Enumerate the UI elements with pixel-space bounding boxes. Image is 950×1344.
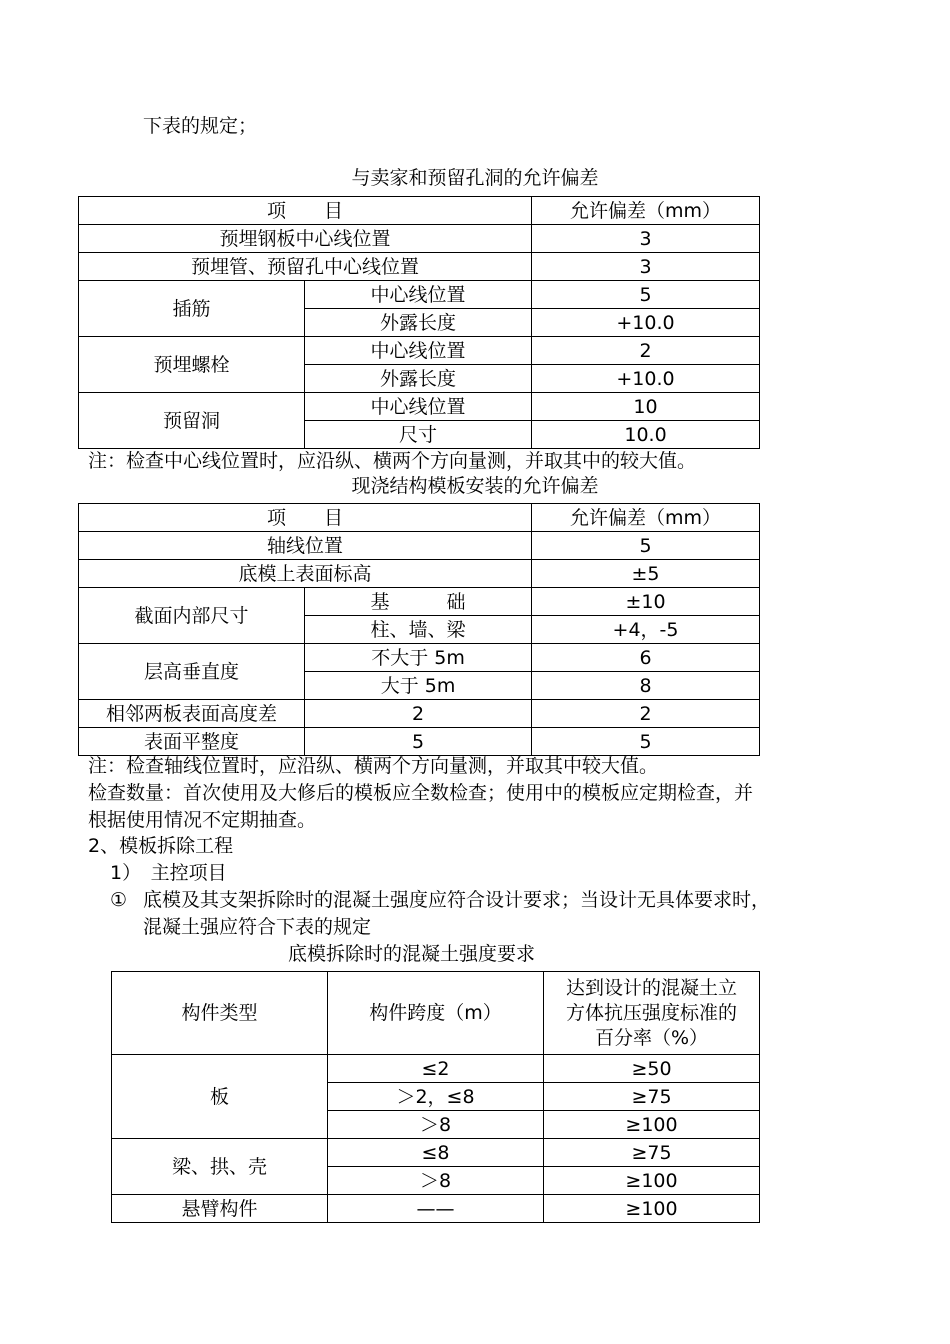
intro-text: 下表的规定； [143, 115, 258, 137]
value-cell: ≥100 [544, 1111, 760, 1139]
sub-heading: 1） 主控项目 [110, 862, 227, 884]
inspection-text-line1: 检查数量：首次使用及大修后的模板应全数检查；使用中的模板应定期检查，并 [88, 782, 754, 804]
value-cell: ≥75 [544, 1139, 760, 1167]
table-row [79, 337, 760, 365]
table1-title: 与卖家和预留孔洞的允许偏差 [351, 167, 599, 189]
group-cell: 板 [112, 1055, 328, 1139]
table2 [78, 503, 760, 756]
table1-note: 注：检查中心线位置时，应沿纵、横两个方向量测，并取其中的较大值。 [88, 450, 697, 472]
table-row [79, 393, 760, 421]
header-cell: 项 目 [79, 504, 532, 532]
value-cell: 8 [532, 672, 760, 700]
item-cell: 表面平整度 [79, 728, 305, 756]
group-cell: 层高垂直度 [79, 644, 305, 700]
group-cell: 梁、拱、壳 [112, 1139, 328, 1195]
value-cell: 2 [532, 337, 760, 365]
value-cell: +4，-5 [532, 616, 760, 644]
value-cell: 5 [532, 532, 760, 560]
span-cell: ＞8 [328, 1111, 544, 1139]
table-row [79, 532, 760, 560]
item-cell: 底模上表面标高 [79, 560, 532, 588]
value-cell: ±5 [532, 560, 760, 588]
header-cell: 允许偏差（mm） [532, 504, 760, 532]
table-row [79, 560, 760, 588]
sub-cell: 大于 5m [305, 672, 532, 700]
table-row [79, 728, 760, 756]
header-cell: 达到设计的混凝土立方体抗压强度标准的百分率（%） [544, 972, 760, 1055]
value-cell: 5 [532, 728, 760, 756]
value-cell: ≥100 [544, 1195, 760, 1223]
value-cell: 2 [532, 700, 760, 728]
value-cell: 3 [532, 225, 760, 253]
value-cell: 3 [532, 253, 760, 281]
table-row [79, 644, 760, 672]
item1-line2: 混凝土强应符合下表的规定 [143, 916, 372, 938]
sub-cell: 中心线位置 [305, 393, 532, 421]
span-cell: ≤2 [328, 1055, 544, 1083]
value-cell: +10.0 [532, 365, 760, 393]
table-row [112, 1055, 760, 1083]
span-cell: —— [328, 1195, 544, 1223]
value-cell: 10 [532, 393, 760, 421]
table-row [112, 1139, 760, 1167]
table-row [79, 253, 760, 281]
table-row [79, 700, 760, 728]
value-cell: 10.0 [532, 421, 760, 449]
item-cell: 相邻两板表面高度差 [79, 700, 305, 728]
value-cell: ≥50 [544, 1055, 760, 1083]
value-cell: ≥75 [544, 1083, 760, 1111]
value-cell: 6 [532, 644, 760, 672]
group-cell: 悬臂构件 [112, 1195, 328, 1223]
header-cell: 构件跨度（m） [328, 972, 544, 1055]
table3-title: 底模拆除时的混凝土强度要求 [288, 943, 536, 965]
sub-cell: 外露长度 [305, 309, 532, 337]
table-row [79, 588, 760, 616]
sub-cell: 2 [305, 700, 532, 728]
item1-line1: 底模及其支架拆除时的混凝土强度应符合设计要求；当设计无具体要求时， [143, 889, 771, 911]
sub-cell: 尺寸 [305, 421, 532, 449]
value-cell: +10.0 [532, 309, 760, 337]
sub-cell: 基 础 [305, 588, 532, 616]
item1-marker: ① [110, 889, 128, 911]
value-cell: 5 [532, 281, 760, 309]
table2-note: 注：检查轴线位置时，应沿纵、横两个方向量测，并取其中较大值。 [88, 755, 659, 777]
sub-cell: 不大于 5m [305, 644, 532, 672]
group-cell: 截面内部尺寸 [79, 588, 305, 644]
table-header-row [79, 504, 760, 532]
table-row [112, 1195, 760, 1223]
header-cell: 构件类型 [112, 972, 328, 1055]
table2-title: 现浇结构模板安装的允许偏差 [351, 475, 599, 497]
item-cell: 预埋管、预留孔中心线位置 [79, 253, 532, 281]
item-cell: 轴线位置 [79, 532, 532, 560]
sub-cell: 中心线位置 [305, 281, 532, 309]
group-cell: 预留洞 [79, 393, 305, 449]
table3 [111, 971, 760, 1223]
span-cell: ≤8 [328, 1139, 544, 1167]
header-cell: 项 目 [79, 197, 532, 225]
span-cell: ＞2，≤8 [328, 1083, 544, 1111]
table-row [79, 225, 760, 253]
group-cell: 预埋螺栓 [79, 337, 305, 393]
table-header-row [112, 972, 760, 1055]
sub-cell: 中心线位置 [305, 337, 532, 365]
span-cell: ＞8 [328, 1167, 544, 1195]
header-cell: 允许偏差（mm） [532, 197, 760, 225]
value-cell: ±10 [532, 588, 760, 616]
sub-cell: 柱、墙、梁 [305, 616, 532, 644]
table1 [78, 196, 760, 449]
section-heading: 2、模板拆除工程 [88, 835, 234, 857]
table-row [79, 281, 760, 309]
value-cell: ≥100 [544, 1167, 760, 1195]
table-header-row [79, 197, 760, 225]
item-cell: 预埋钢板中心线位置 [79, 225, 532, 253]
inspection-text-line2: 根据使用情况不定期抽查。 [88, 809, 317, 831]
sub-cell: 外露长度 [305, 365, 532, 393]
sub-cell: 5 [305, 728, 532, 756]
group-cell: 插筋 [79, 281, 305, 337]
